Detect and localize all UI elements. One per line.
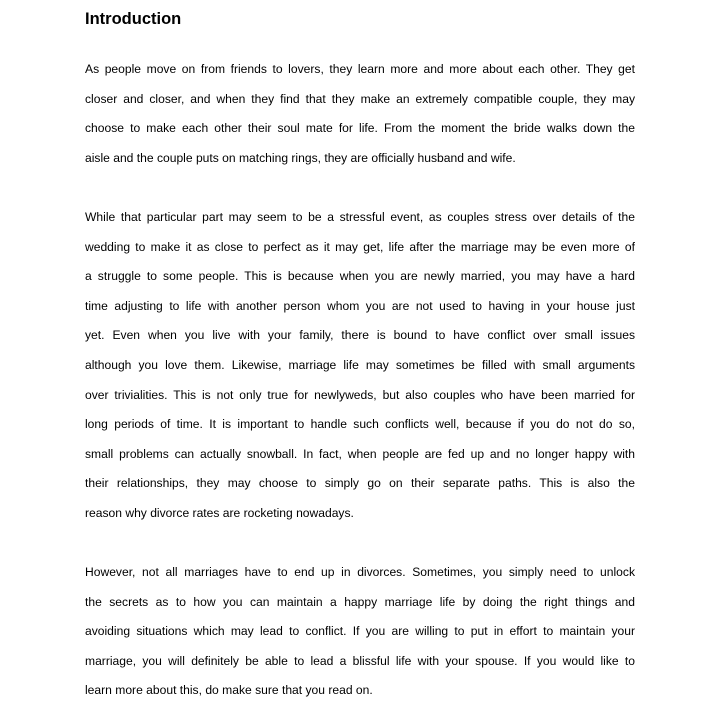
paragraph-1: [85, 55, 635, 173]
text-line: the secrets as to how you can maintain a happy marriage life by doing the right things and: [85, 594, 635, 609]
text-line: choose to make each other their soul mate for life. From the moment the bride walks down the: [85, 121, 635, 136]
paragraph-3: [85, 558, 635, 706]
text-line: closer and closer, and when they find that they make an extremely compatible couple, they may: [85, 91, 635, 106]
document-page: [85, 0, 635, 706]
text-line: However, not all marriages have to end up in divorces. Sometimes, you simply need to unlock: [85, 565, 635, 580]
text-line: small problems can actually snowball. In fact, when people are fed up and no longer happy with: [85, 446, 635, 461]
paragraph-2: [85, 203, 635, 529]
text-line: avoiding situations which may lead to conflict. If you are willing to put in effort to maintain your: [85, 624, 635, 639]
text-line: yet. Even when you live with your family, there is bound to have conflict over small issues: [85, 328, 635, 343]
text-line: although you love them. Likewise, marriage life may sometimes be filled with small arguments: [85, 357, 635, 372]
text-line: their relationships, they may choose to simply go on their separate paths. This is also the: [85, 476, 635, 491]
text-line: over trivialities. This is not only true for newlyweds, but also couples who have been married for: [85, 387, 635, 402]
text-line: time adjusting to life with another person whom you are not used to having in your house just: [85, 298, 635, 313]
text-line: While that particular part may seem to be a stressful event, as couples stress over details of the: [85, 209, 635, 224]
text-line: marriage, you will definitely be able to lead a blissful life with your spouse. If you would like to: [85, 653, 635, 668]
text-line: long periods of time. It is important to handle such conflicts well, because if you do not do so,: [85, 417, 635, 432]
text-line: aisle and the couple puts on matching rings, they are officially husband and wife.: [85, 150, 516, 165]
text-line: learn more about this, do make sure that you read on.: [85, 683, 373, 698]
text-line: a struggle to some people. This is because when you are newly married, you may have a hard: [85, 269, 635, 284]
section-heading: Introduction: [85, 10, 182, 28]
text-line: reason why divorce rates are rocketing nowadays.: [85, 505, 354, 520]
text-line: wedding to make it as close to perfect as it may get, life after the marriage may be even more of: [85, 239, 635, 254]
text-line: As people move on from friends to lovers, they learn more and more about each other. They get: [85, 62, 635, 76]
